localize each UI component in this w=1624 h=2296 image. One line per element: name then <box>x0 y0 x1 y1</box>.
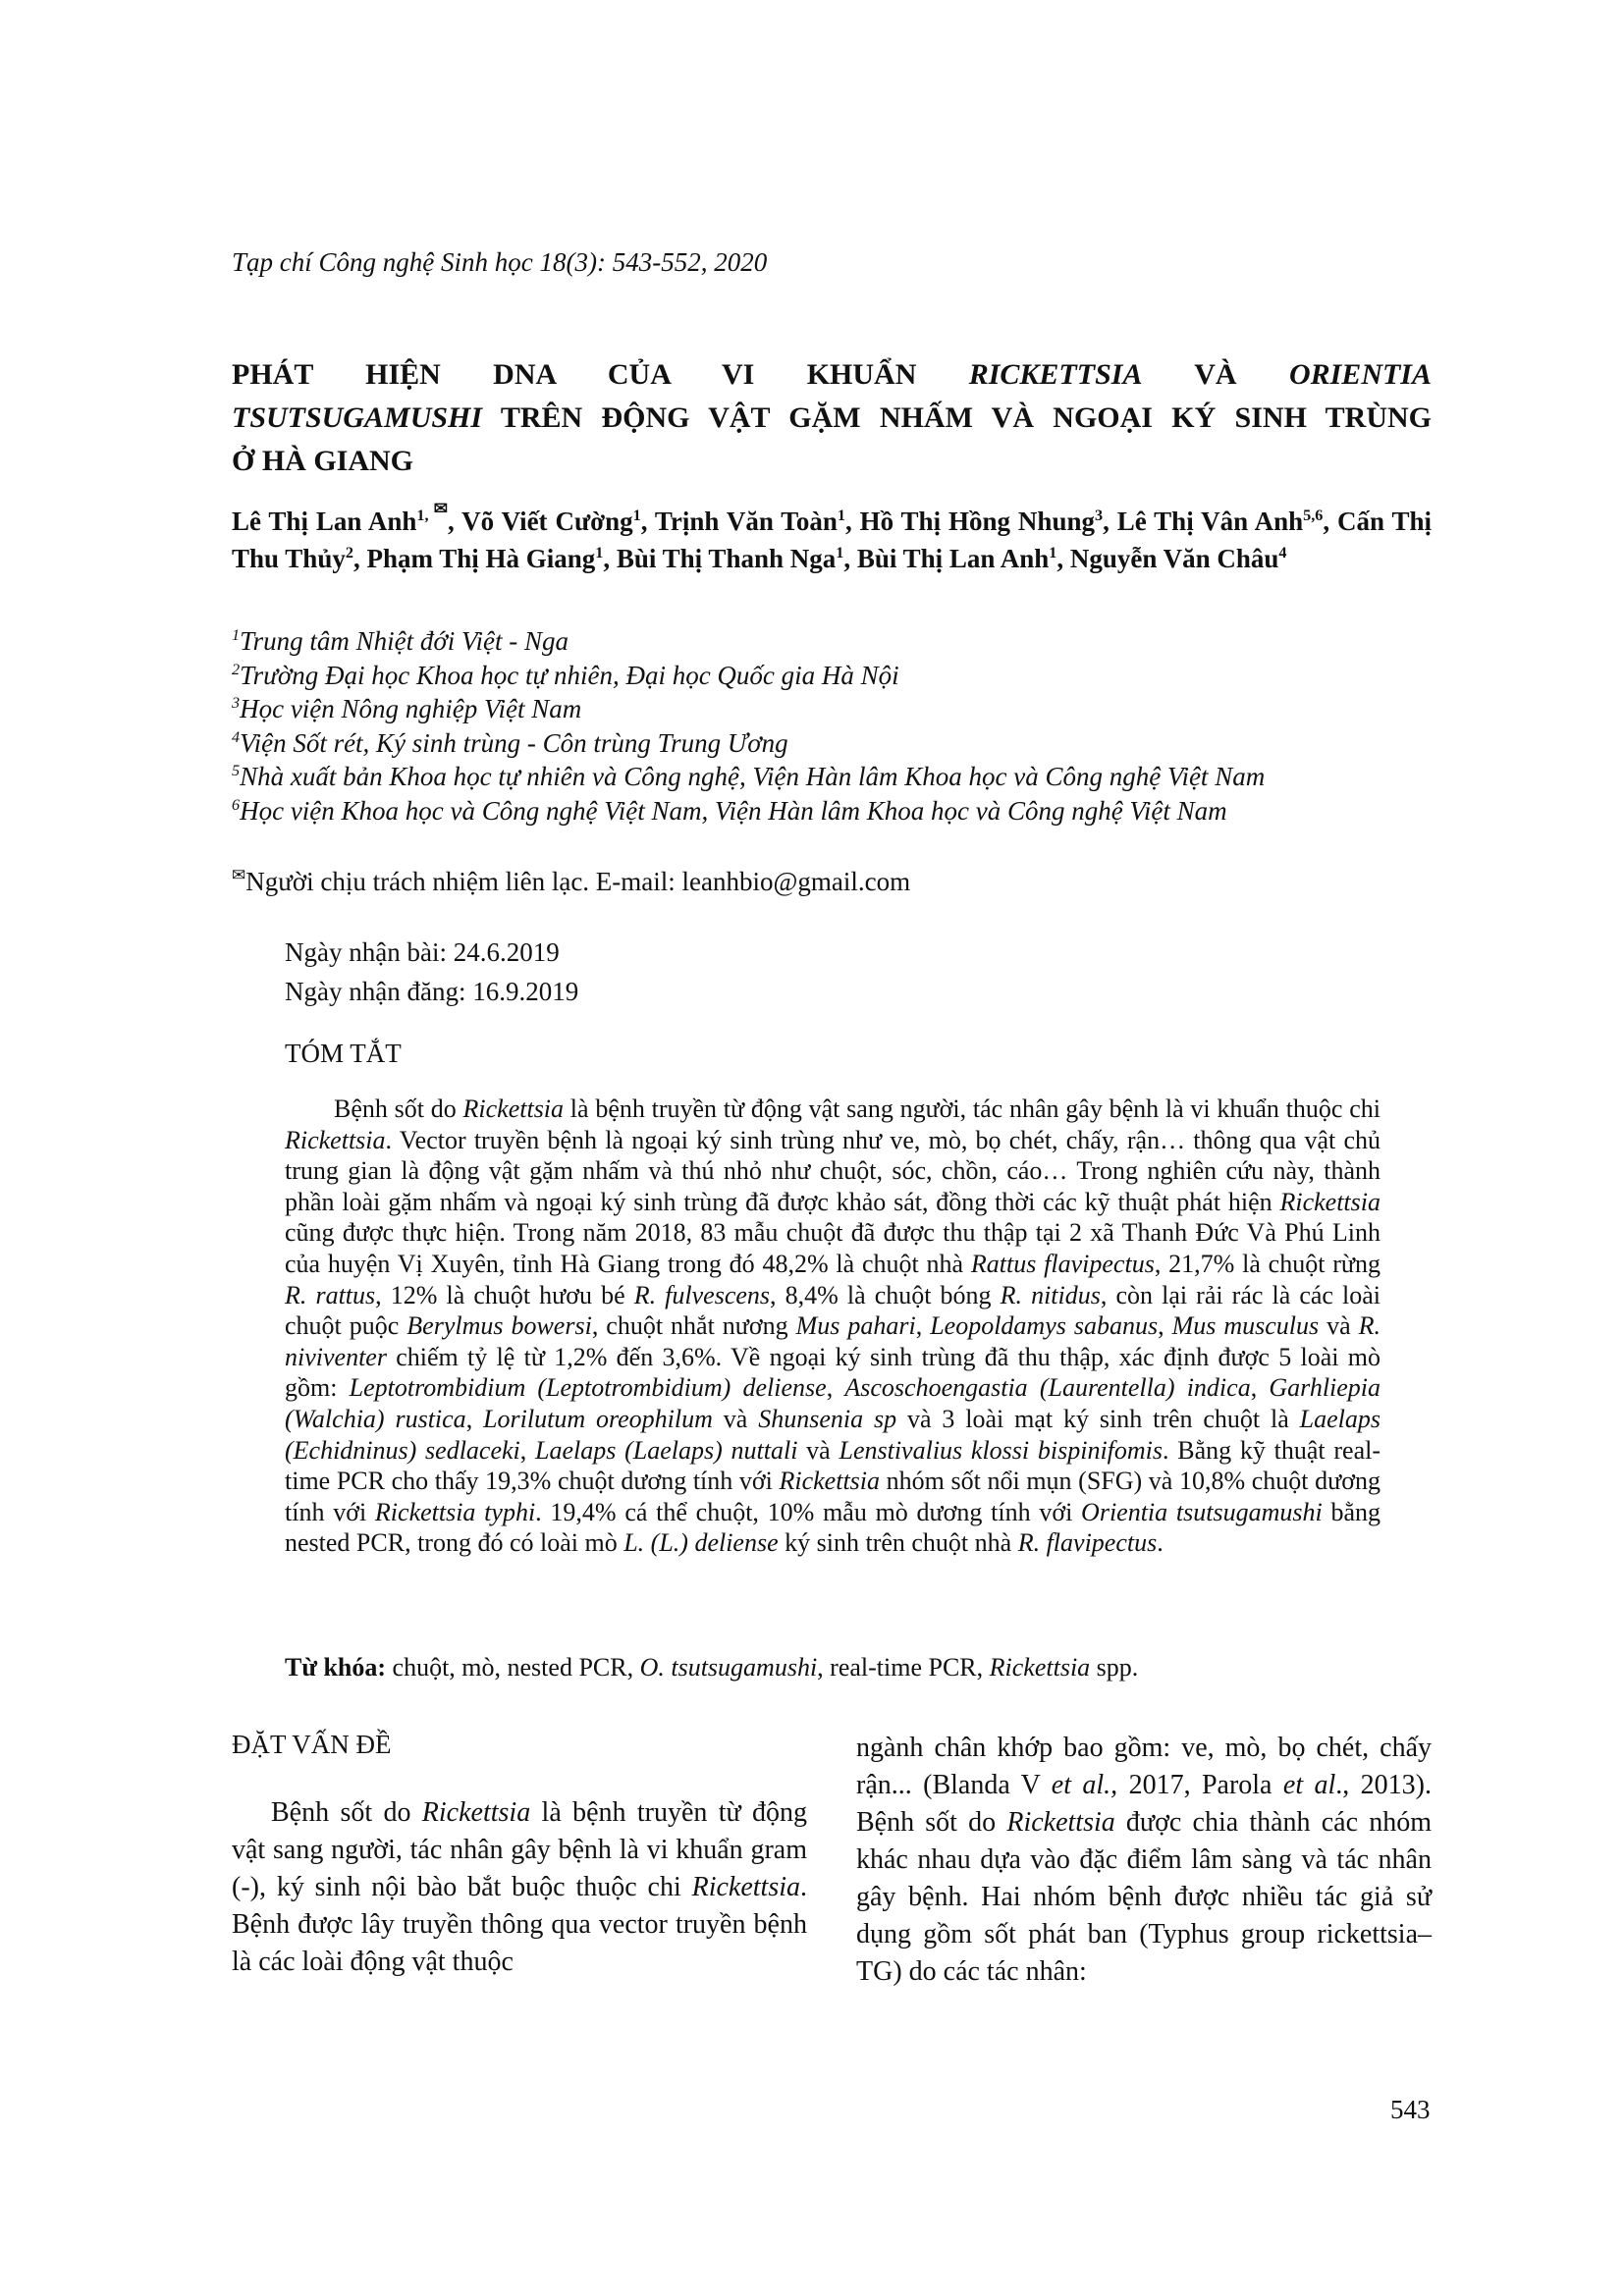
affiliation: $^2$Trường Đại học Khoa học tự nhiên, Đại học Quốc gia Hà Nội <box>232 660 899 690</box>
affiliation-list <box>232 624 1432 828</box>
accepted-date: Ngày nhận đăng: 16.9.2019 <box>285 977 579 1006</box>
paper-title <box>232 353 1432 483</box>
received-date: Ngày nhận bài: 24.6.2019 <box>285 937 560 967</box>
author-affil-mark: 1 <box>1049 544 1057 561</box>
author-affil-mark: 2 <box>345 544 353 561</box>
keywords: Từ khóa: chuột, mò, nested PCR, O. tsutsugamushi, real-time PCR, Rickettsia spp. <box>285 1653 1139 1682</box>
author: , Cấn Thị Thu Thủy <box>232 507 1432 573</box>
author: , Nguyễn Văn Châu <box>1056 544 1279 573</box>
body-column-right: ngành chân khớp bao gồm: ve, mò, bọ chét, chấy rận... (Blanda V et al., 2017, Parola et al., 2013). Bệnh sốt do Rickettsia được chia thành các nhóm khác nhau dựa vào đặc điểm lâm sàng và tác nhân gây bệnh. Hai nhóm bệnh được nhiều tác giả sử dụng gồm sốt phát ban (Typhus group rickettsia–TG) do các tác nhân: <box>856 1733 1432 1987</box>
author-affil-mark: 1 <box>595 544 604 561</box>
author: , Võ Viết Cường <box>447 507 633 536</box>
author: , Bùi Thị Thanh Nga <box>603 544 837 573</box>
keywords-label: Từ khóa: <box>285 1653 387 1682</box>
author: , Phạm Thị Hà Giang <box>352 544 596 573</box>
abstract-text: Bệnh sốt do Rickettsia là bệnh truyền từ động vật sang người, tác nhân gây bệnh là vi khuẩn thuộc chi Rickettsia. Vector truyền bệnh là ngoại ký sinh trùng như ve, mò, bọ chét, chấy, rận… thông qua vật chủ trung gian là động vật gặm nhấm và thú nhỏ như chuột, sóc, chồn, cáo… Trong nghiên cứu này, thành phần loài gặm nhấm và ngoại ký sinh trùng đã được khảo sát, đồng thời các kỹ thuật phát hiện Rickettsia cũng được thực hiện. Trong năm 2018, 83 mẫu chuột đã được thu thập tại 2 xã Thanh Đức Và Phú Linh của huyện Vị Xuyên, tỉnh Hà Giang trong đó 48,2% là chuột nhà Rattus flavipectus, 21,7% là chuột rừng R. rattus, 12% là chuột hươu bé R. fulvescens, 8,4% là chuột bóng R. nitidus, còn lại rải rác là các loài chuột puộc Berylmus bowersi, chuột nhắt nương Mus pahari, Leopoldamys sabanus, Mus musculus và R. niviventer chiếm tỷ lệ từ 1,2% đến 3,6%. Về ngoại ký sinh trùng đã thu thập, xác định được 5 loài mò gồm: Leptotrombidium (Leptotrombidium) deliense, Ascoschoengastia (Laurentella) indica, Garhliepia (Walchia) rustica, Lorilutum oreophilum và Shunsenia sp và 3 loài mạt ký sinh trên chuột là Laelaps (Echidninus) sedlaceki, Laelaps (Laelaps) nuttali và Lenstivalius klossi bispinifomis. Bằng kỹ thuật real-time PCR cho thấy 19,3% chuột dương tính với Rickettsia nhóm sốt nổi mụn (SFG) và 10,8% chuột dương tính với Rickettsia typhi. 19,4% cá thể chuột, 10% mẫu mò dương tính với Orientia tsutsugamushi bằng nested PCR, trong đó có loài mò L. (L.) deliense ký sinh trên chuột nhà R. flavipectus. <box>285 1095 1381 1558</box>
title-line-3: Ở HÀ GIANG <box>232 445 414 477</box>
author: , Bùi Thị Lan Anh <box>843 544 1050 573</box>
author: Lê Thị Lan Anh <box>232 507 417 536</box>
article-dates <box>285 933 578 1011</box>
abstract-heading: TÓM TẮT <box>285 1039 402 1068</box>
author: , Trịnh Văn Toàn <box>640 507 838 536</box>
title-line-1: PHÁT HIỆN DNA CỦA VI KHUẨN RICKETTSIA VÀ ORIENTIA <box>232 358 1432 391</box>
page-number: 543 <box>1390 2095 1431 2124</box>
affiliation: $^5$Nhà xuất bản Khoa học tự nhiên và Công nghệ, Viện Hàn lâm Khoa học và Công nghệ Việt Nam <box>232 762 1266 791</box>
affiliation: $^3$Học viện Nông nghiệp Việt Nam <box>232 694 582 723</box>
envelope-icon: ✉ <box>232 866 246 884</box>
author-affil-mark: 1 <box>632 507 641 524</box>
title-line-2: TSUTSUGAMUSHI TRÊN ĐỘNG VẬT GẶM NHẤM VÀ NGOẠI KÝ SINH TRÙNG <box>232 401 1432 434</box>
corresponding-author: ✉Người chịu trách nhiệm liên lạc. E-mail: leanhbio@gmail.com <box>232 866 911 896</box>
author-affil-mark: 1, ✉ <box>416 499 448 524</box>
author-list <box>232 499 1432 577</box>
journal-citation: Tạp chí Công nghệ Sinh học 18(3): 543-552, 2020 <box>232 247 768 277</box>
author-affil-mark: 1 <box>837 507 845 524</box>
author-affil-mark: 3 <box>1094 507 1104 524</box>
author-affil-mark: 5,6 <box>1303 507 1324 524</box>
affiliation: $^1$Trung tâm Nhiệt đới Việt - Nga <box>232 626 569 656</box>
author-affil-mark: 4 <box>1278 544 1287 561</box>
affiliation: $^6$Học viện Khoa học và Công nghệ Việt Nam, Viện Hàn lâm Khoa học và Công nghệ Việt Nam <box>232 795 1227 826</box>
section-heading: ĐẶT VẤN ĐỀ <box>232 1730 392 1759</box>
affiliation: $^4$Viện Sốt rét, Ký sinh trùng - Côn trùng Trung Ương <box>232 727 788 758</box>
author: , Lê Thị Vân Anh <box>1103 507 1304 536</box>
body-column-left: Bệnh sốt do Rickettsia là bệnh truyền từ động vật sang người, tác nhân gây bệnh là vi khuẩn gram (-), ký sinh nội bào bắt buộc thuộc chi Rickettsia. Bệnh được lây truyền thông qua vector truyền bệnh là các loài động vật thuộc <box>232 1797 808 1977</box>
envelope-icon: ✉ <box>433 499 448 518</box>
author-affil-mark: 1 <box>836 544 844 561</box>
author: , Hồ Thị Hồng Nhung <box>844 507 1095 536</box>
